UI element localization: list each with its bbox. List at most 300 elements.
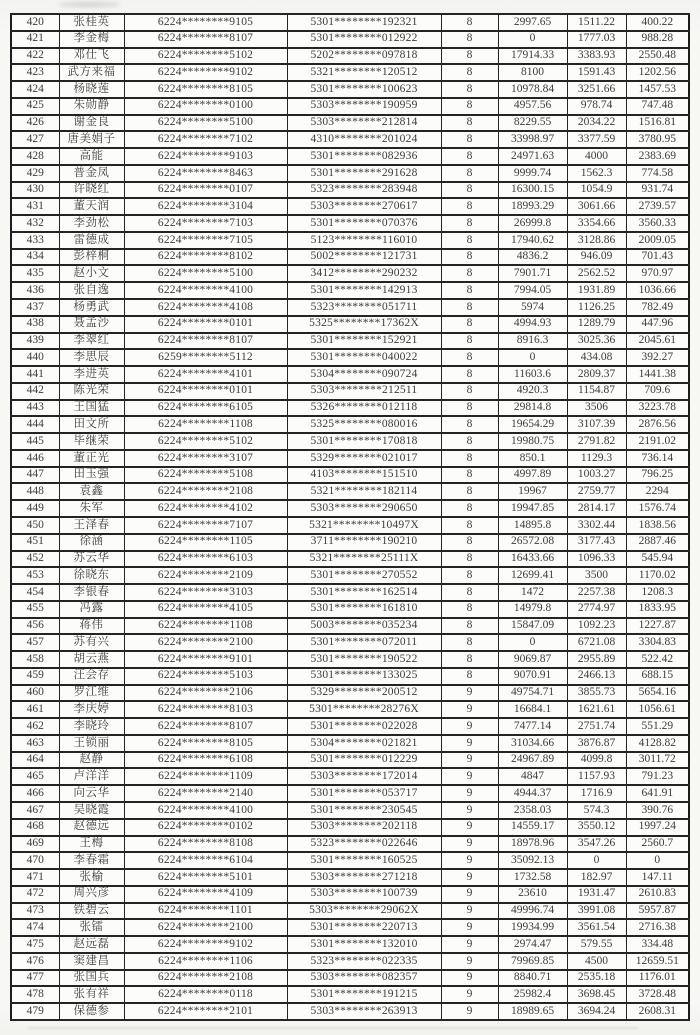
card-number-cell: 6224********2108	[124, 970, 287, 987]
card-number-cell: 6224********8102	[124, 249, 287, 266]
amount3-cell: 2191.02	[626, 433, 689, 450]
table-row	[11, 819, 689, 836]
card-number-cell: 6224********5100	[124, 115, 287, 132]
amount3-cell: 709.6	[626, 383, 689, 400]
table-row	[11, 198, 689, 215]
name-cell: 陈光荣	[59, 383, 124, 400]
amount3-cell: 641.91	[626, 785, 689, 802]
row-number-cell: 471	[11, 869, 59, 886]
card-number-cell: 6224********4100	[124, 282, 287, 299]
name-cell: 赵远磊	[59, 936, 124, 953]
month-cell: 8	[441, 232, 498, 249]
month-cell: 8	[441, 64, 498, 81]
id-number-cell: 5202********097818	[287, 48, 441, 65]
row-number-cell: 450	[11, 517, 59, 534]
amount1-cell: 9999.74	[498, 165, 567, 182]
month-cell: 8	[441, 148, 498, 165]
amount3-cell: 551.29	[626, 718, 689, 735]
amount1-cell: 24971.63	[498, 148, 567, 165]
table-row	[11, 886, 689, 903]
table-row	[11, 919, 689, 936]
amount3-cell: 988.28	[626, 31, 689, 48]
card-number-cell: 6224********0101	[124, 383, 287, 400]
amount1-cell: 2974.47	[498, 936, 567, 953]
name-cell: 董天润	[59, 198, 124, 215]
amount2-cell: 3377.59	[567, 131, 626, 148]
card-number-cell: 6224********4109	[124, 886, 287, 903]
id-number-cell: 5325********17362X	[287, 316, 441, 333]
amount3-cell: 2009.05	[626, 232, 689, 249]
card-number-cell: 6259********5112	[124, 349, 287, 366]
amount2-cell: 1931.89	[567, 282, 626, 299]
amount3-cell: 4128.82	[626, 735, 689, 752]
row-number-cell: 421	[11, 31, 59, 48]
amount2-cell: 3025.36	[567, 333, 626, 350]
amount2-cell: 434.08	[567, 349, 626, 366]
card-number-cell: 6224********2140	[124, 785, 287, 802]
name-cell: 许晓红	[59, 182, 124, 199]
table-row	[11, 768, 689, 785]
card-number-cell: 6224********2108	[124, 483, 287, 500]
id-number-cell: 5325********080016	[287, 416, 441, 433]
name-cell: 朱勋静	[59, 98, 124, 115]
month-cell: 9	[441, 986, 498, 1003]
amount3-cell: 1056.61	[626, 701, 689, 718]
amount3-cell: 390.76	[626, 802, 689, 819]
amount3-cell: 545.94	[626, 551, 689, 568]
card-number-cell: 6224********8463	[124, 165, 287, 182]
amount2-cell: 2466.13	[567, 668, 626, 685]
row-number-cell: 448	[11, 483, 59, 500]
month-cell: 9	[441, 802, 498, 819]
table-row	[11, 48, 689, 65]
card-number-cell: 6224********7103	[124, 215, 287, 232]
name-cell: 王锁丽	[59, 735, 124, 752]
name-cell: 卢洋洋	[59, 768, 124, 785]
row-number-cell: 464	[11, 752, 59, 769]
name-cell: 李金梅	[59, 31, 124, 48]
amount3-cell: 1576.74	[626, 500, 689, 517]
amount1-cell: 8229.55	[498, 115, 567, 132]
amount2-cell: 4000	[567, 148, 626, 165]
id-number-cell: 5301********040022	[287, 349, 441, 366]
amount2-cell: 2257.38	[567, 584, 626, 601]
amount3-cell: 3560.33	[626, 215, 689, 232]
amount1-cell: 19654.29	[498, 416, 567, 433]
amount1-cell: 49754.71	[498, 685, 567, 702]
month-cell: 9	[441, 685, 498, 702]
card-number-cell: 6224********8103	[124, 701, 287, 718]
amount1-cell: 35092.13	[498, 852, 567, 869]
amount1-cell: 29814.8	[498, 400, 567, 417]
name-cell: 杨勇武	[59, 299, 124, 316]
card-number-cell: 6224********2100	[124, 919, 287, 936]
amount2-cell: 978.74	[567, 98, 626, 115]
amount1-cell: 4920.3	[498, 383, 567, 400]
card-number-cell: 6224********3107	[124, 450, 287, 467]
card-number-cell: 6224********5101	[124, 869, 287, 886]
amount1-cell: 4957.56	[498, 98, 567, 115]
amount2-cell: 3547.26	[567, 836, 626, 853]
table-row	[11, 953, 689, 970]
row-number-cell: 465	[11, 768, 59, 785]
month-cell: 8	[441, 416, 498, 433]
id-number-cell: 5304********090724	[287, 366, 441, 383]
month-cell: 8	[441, 517, 498, 534]
amount1-cell: 49996.74	[498, 903, 567, 920]
month-cell: 8	[441, 584, 498, 601]
name-cell: 汪会存	[59, 668, 124, 685]
name-cell: 普金凤	[59, 165, 124, 182]
amount1-cell: 9069.87	[498, 651, 567, 668]
amount2-cell: 2814.17	[567, 500, 626, 517]
table-row	[11, 232, 689, 249]
table-row	[11, 81, 689, 98]
row-number-cell: 422	[11, 48, 59, 65]
amount3-cell: 0	[626, 852, 689, 869]
name-cell: 李进英	[59, 366, 124, 383]
row-number-cell: 436	[11, 282, 59, 299]
amount2-cell: 2034.22	[567, 115, 626, 132]
table-row	[11, 1003, 689, 1020]
table-row	[11, 551, 689, 568]
id-number-cell: 5301********022028	[287, 718, 441, 735]
amount2-cell: 1096.33	[567, 551, 626, 568]
table-row	[11, 64, 689, 81]
amount1-cell: 17914.33	[498, 48, 567, 65]
row-number-cell: 475	[11, 936, 59, 953]
row-number-cell: 479	[11, 1003, 59, 1020]
table-row	[11, 400, 689, 417]
month-cell: 8	[441, 534, 498, 551]
card-number-cell: 6224********9105	[124, 14, 287, 31]
amount3-cell: 522.42	[626, 651, 689, 668]
month-cell: 8	[441, 282, 498, 299]
amount2-cell: 1154.87	[567, 383, 626, 400]
amount2-cell: 3107.39	[567, 416, 626, 433]
amount2-cell: 2791.82	[567, 433, 626, 450]
name-cell: 武方来福	[59, 64, 124, 81]
table-row	[11, 165, 689, 182]
amount3-cell: 147.11	[626, 869, 689, 886]
scan-smudge	[28, 1027, 638, 1029]
card-number-cell: 6224********2100	[124, 634, 287, 651]
amount1-cell: 5974	[498, 299, 567, 316]
table-row	[11, 215, 689, 232]
table-row	[11, 31, 689, 48]
month-cell: 8	[441, 634, 498, 651]
amount1-cell: 7901.71	[498, 265, 567, 282]
month-cell: 8	[441, 567, 498, 584]
id-number-cell: 5303********29062X	[287, 903, 441, 920]
month-cell: 8	[441, 450, 498, 467]
table-row	[11, 517, 689, 534]
card-number-cell: 6224********0107	[124, 182, 287, 199]
amount2-cell: 2535.18	[567, 970, 626, 987]
row-number-cell: 467	[11, 802, 59, 819]
amount1-cell: 4944.37	[498, 785, 567, 802]
card-number-cell: 6224********9102	[124, 936, 287, 953]
id-number-cell: 5301********100623	[287, 81, 441, 98]
amount2-cell: 4500	[567, 953, 626, 970]
card-number-cell: 6224********8105	[124, 81, 287, 98]
name-cell: 李春霜	[59, 852, 124, 869]
card-number-cell: 6224********4108	[124, 299, 287, 316]
row-number-cell: 461	[11, 701, 59, 718]
amount2-cell: 4099.8	[567, 752, 626, 769]
card-number-cell: 6224********6103	[124, 551, 287, 568]
amount1-cell: 10978.84	[498, 81, 567, 98]
amount1-cell: 4847	[498, 768, 567, 785]
scan-smudge	[58, 2, 120, 7]
amount3-cell: 1838.56	[626, 517, 689, 534]
row-number-cell: 426	[11, 115, 59, 132]
name-cell: 赵德远	[59, 819, 124, 836]
table-row	[11, 836, 689, 853]
amount3-cell: 1176.01	[626, 970, 689, 987]
amount2-cell: 3855.73	[567, 685, 626, 702]
card-number-cell: 6224********1108	[124, 618, 287, 635]
id-number-cell: 5323********283948	[287, 182, 441, 199]
amount2-cell: 1621.61	[567, 701, 626, 718]
card-number-cell: 6224********1105	[124, 534, 287, 551]
ledger-table	[10, 13, 690, 1021]
card-number-cell: 6224********1106	[124, 953, 287, 970]
name-cell: 王梅	[59, 836, 124, 853]
table-row	[11, 148, 689, 165]
amount2-cell: 574.3	[567, 802, 626, 819]
table-row	[11, 634, 689, 651]
card-number-cell: 6224********5100	[124, 265, 287, 282]
table-row	[11, 534, 689, 551]
card-number-cell: 6224********1109	[124, 768, 287, 785]
amount1-cell: 8916.3	[498, 333, 567, 350]
id-number-cell: 4103********151510	[287, 467, 441, 484]
month-cell: 8	[441, 98, 498, 115]
name-cell: 周兴彦	[59, 886, 124, 903]
amount1-cell: 26999.8	[498, 215, 567, 232]
table-row	[11, 802, 689, 819]
amount2-cell: 3251.66	[567, 81, 626, 98]
row-number-cell: 438	[11, 316, 59, 333]
amount3-cell: 1227.87	[626, 618, 689, 635]
month-cell: 9	[441, 852, 498, 869]
month-cell: 8	[441, 551, 498, 568]
month-cell: 9	[441, 953, 498, 970]
id-number-cell: 5301********162514	[287, 584, 441, 601]
amount3-cell: 5654.16	[626, 685, 689, 702]
amount3-cell: 12659.51	[626, 953, 689, 970]
amount3-cell: 736.14	[626, 450, 689, 467]
amount2-cell: 3991.08	[567, 903, 626, 920]
table-row	[11, 115, 689, 132]
month-cell: 8	[441, 618, 498, 635]
name-cell: 田文所	[59, 416, 124, 433]
card-number-cell: 6224********1108	[124, 416, 287, 433]
id-number-cell: 3711********190210	[287, 534, 441, 551]
row-number-cell: 430	[11, 182, 59, 199]
amount1-cell: 23610	[498, 886, 567, 903]
name-cell: 谢金良	[59, 115, 124, 132]
amount1-cell: 0	[498, 634, 567, 651]
amount3-cell: 3780.95	[626, 131, 689, 148]
amount3-cell: 392.27	[626, 349, 689, 366]
amount3-cell: 1202.56	[626, 64, 689, 81]
table-row	[11, 718, 689, 735]
table-row	[11, 584, 689, 601]
card-number-cell: 6224********5102	[124, 433, 287, 450]
amount2-cell: 3354.66	[567, 215, 626, 232]
row-number-cell: 458	[11, 651, 59, 668]
row-number-cell: 447	[11, 467, 59, 484]
card-number-cell: 6224********9102	[124, 64, 287, 81]
month-cell: 8	[441, 249, 498, 266]
card-number-cell: 6224********4101	[124, 366, 287, 383]
id-number-cell: 5326********012118	[287, 400, 441, 417]
amount2-cell: 6721.08	[567, 634, 626, 651]
amount1-cell: 0	[498, 349, 567, 366]
card-number-cell: 6224********4100	[124, 802, 287, 819]
id-number-cell: 5303********263913	[287, 1003, 441, 1020]
row-number-cell: 440	[11, 349, 59, 366]
id-number-cell: 5303********212511	[287, 383, 441, 400]
table-row	[11, 601, 689, 618]
name-cell: 赵静	[59, 752, 124, 769]
table-row	[11, 618, 689, 635]
id-number-cell: 5301********170818	[287, 433, 441, 450]
table-row	[11, 970, 689, 987]
row-number-cell: 446	[11, 450, 59, 467]
amount1-cell: 18978.96	[498, 836, 567, 853]
month-cell: 8	[441, 14, 498, 31]
id-number-cell: 5329********200512	[287, 685, 441, 702]
month-cell: 8	[441, 81, 498, 98]
card-number-cell: 6224********8107	[124, 333, 287, 350]
amount1-cell: 79969.85	[498, 953, 567, 970]
row-number-cell: 468	[11, 819, 59, 836]
amount2-cell: 1157.93	[567, 768, 626, 785]
row-number-cell: 443	[11, 400, 59, 417]
card-number-cell: 6224********5103	[124, 668, 287, 685]
amount3-cell: 1833.95	[626, 601, 689, 618]
name-cell: 向云华	[59, 785, 124, 802]
amount3-cell: 3304.83	[626, 634, 689, 651]
table-row	[11, 651, 689, 668]
card-number-cell: 6224********2106	[124, 685, 287, 702]
row-number-cell: 473	[11, 903, 59, 920]
amount3-cell: 2383.69	[626, 148, 689, 165]
amount3-cell: 2294	[626, 483, 689, 500]
table-row	[11, 349, 689, 366]
amount2-cell: 3694.24	[567, 1003, 626, 1020]
month-cell: 9	[441, 1003, 498, 1020]
name-cell: 袁鑫	[59, 483, 124, 500]
id-number-cell: 5301********152921	[287, 333, 441, 350]
card-number-cell: 6224********6105	[124, 400, 287, 417]
table-row	[11, 903, 689, 920]
amount2-cell: 1003.27	[567, 467, 626, 484]
amount3-cell: 2876.56	[626, 416, 689, 433]
month-cell: 8	[441, 601, 498, 618]
name-cell: 毕继荣	[59, 433, 124, 450]
amount1-cell: 8100	[498, 64, 567, 81]
card-number-cell: 6224********2101	[124, 1003, 287, 1020]
month-cell: 8	[441, 198, 498, 215]
amount2-cell: 2751.74	[567, 718, 626, 735]
table-row	[11, 265, 689, 282]
amount3-cell: 791.23	[626, 768, 689, 785]
month-cell: 8	[441, 333, 498, 350]
name-cell: 张国兵	[59, 970, 124, 987]
name-cell: 窦建昌	[59, 953, 124, 970]
row-number-cell: 420	[11, 14, 59, 31]
amount3-cell: 1457.53	[626, 81, 689, 98]
month-cell: 9	[441, 701, 498, 718]
name-cell: 唐美娟子	[59, 131, 124, 148]
amount3-cell: 931.74	[626, 182, 689, 199]
amount3-cell: 1170.02	[626, 567, 689, 584]
amount2-cell: 182.97	[567, 869, 626, 886]
amount1-cell: 2358.03	[498, 802, 567, 819]
month-cell: 8	[441, 366, 498, 383]
id-number-cell: 5301********070376	[287, 215, 441, 232]
name-cell: 张榆	[59, 869, 124, 886]
card-number-cell: 6224********0101	[124, 316, 287, 333]
amount1-cell: 2997.65	[498, 14, 567, 31]
name-cell: 李晓玲	[59, 718, 124, 735]
row-number-cell: 429	[11, 165, 59, 182]
name-cell: 高能	[59, 148, 124, 165]
table-row	[11, 450, 689, 467]
amount1-cell: 8840.71	[498, 970, 567, 987]
id-number-cell: 5301********270552	[287, 567, 441, 584]
month-cell: 8	[441, 483, 498, 500]
month-cell: 9	[441, 869, 498, 886]
card-number-cell: 6224********7102	[124, 131, 287, 148]
id-number-cell: 5321********10497X	[287, 517, 441, 534]
amount2-cell: 1511.22	[567, 14, 626, 31]
name-cell: 徐涵	[59, 534, 124, 551]
amount3-cell: 1997.24	[626, 819, 689, 836]
amount1-cell: 9070.91	[498, 668, 567, 685]
month-cell: 8	[441, 215, 498, 232]
id-number-cell: 5303********172014	[287, 768, 441, 785]
amount1-cell: 850.1	[498, 450, 567, 467]
name-cell: 苏有兴	[59, 634, 124, 651]
amount2-cell: 3506	[567, 400, 626, 417]
amount2-cell: 1591.43	[567, 64, 626, 81]
name-cell: 田玉强	[59, 467, 124, 484]
table-row	[11, 366, 689, 383]
name-cell: 保德参	[59, 1003, 124, 1020]
row-number-cell: 453	[11, 567, 59, 584]
month-cell: 9	[441, 903, 498, 920]
row-number-cell: 425	[11, 98, 59, 115]
amount2-cell: 1092.23	[567, 618, 626, 635]
month-cell: 8	[441, 349, 498, 366]
table-row	[11, 383, 689, 400]
amount3-cell: 447.96	[626, 316, 689, 333]
name-cell: 胡云燕	[59, 651, 124, 668]
ledger-table-body	[11, 14, 689, 1020]
row-number-cell: 469	[11, 836, 59, 853]
amount3-cell: 3011.72	[626, 752, 689, 769]
amount3-cell: 2610.83	[626, 886, 689, 903]
month-cell: 9	[441, 735, 498, 752]
id-number-cell: 5301********132010	[287, 936, 441, 953]
amount2-cell: 1289.79	[567, 316, 626, 333]
card-number-cell: 6224********5108	[124, 467, 287, 484]
